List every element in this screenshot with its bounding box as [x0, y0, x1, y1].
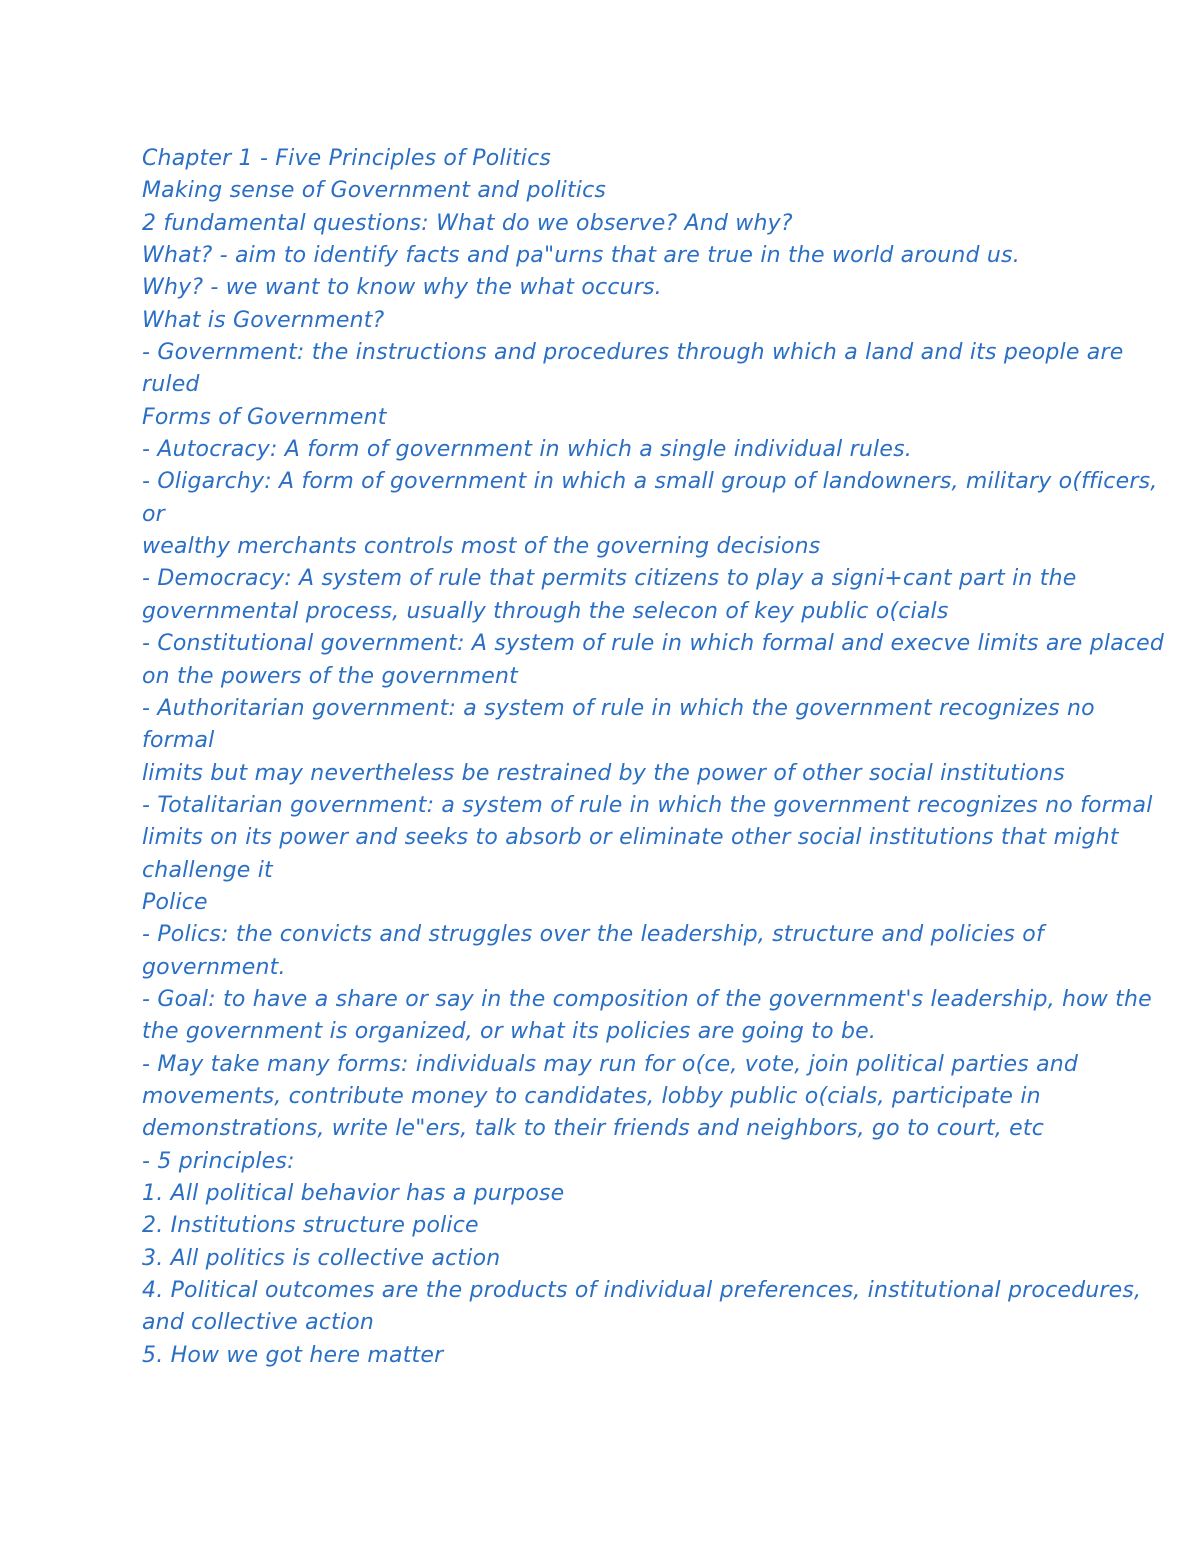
- note-line: - Democracy: A system of rule that permits citizens to play a signi+cant part in the: [142, 566, 1077, 592]
- note-line: - May take many forms: individuals may run for o(ce, vote, join political parties and: [142, 1051, 1079, 1077]
- note-line: government.: [142, 954, 286, 980]
- principle-item: 2. Institutions structure police: [142, 1213, 479, 1239]
- note-line: demonstrations, write le"ers, talk to their friends and neighbors, go to court, etc: [142, 1116, 1045, 1142]
- handwritten-notes: [142, 143, 1165, 1372]
- principle-item: 3. All politics is collective action: [142, 1245, 501, 1271]
- note-line: the government is organized, or what its policies are going to be.: [142, 1019, 877, 1045]
- section-heading: Making sense of Government and politics: [142, 178, 607, 204]
- note-line: - Totalitarian government: a system of rule in which the government recognizes no formal: [142, 792, 1153, 818]
- note-line: - Government: the instructions and procedures through which a land and its people are: [142, 340, 1124, 366]
- note-line: or: [142, 501, 165, 527]
- note-line: Why? - we want to know why the what occurs.: [142, 275, 662, 301]
- note-line: 2 fundamental questions: What do we observe? And why?: [142, 210, 793, 236]
- note-line: limits but may nevertheless be restrained by the power of other social institutions: [142, 760, 1065, 786]
- principle-item: 1. All political behavior has a purpose: [142, 1181, 565, 1206]
- principle-item: 4. Political outcomes are the products of individual preferences, institutional procedures,: [142, 1278, 1142, 1304]
- note-line: formal: [142, 728, 215, 754]
- note-line: on the powers of the government: [142, 663, 518, 689]
- note-line: challenge it: [142, 857, 273, 883]
- principle-item: 5. How we got here matter: [142, 1342, 444, 1368]
- note-line: governmental process, usually through the selecon of key public o(cials: [142, 598, 949, 624]
- section-heading: Police: [142, 889, 208, 915]
- note-line: limits on its power and seeks to absorb or eliminate other social institutions that might: [142, 825, 1119, 851]
- note-line: wealthy merchants controls most of the governing decisions: [142, 534, 821, 560]
- note-line: movements, contribute money to candidates, lobby public o(cials, participate in: [142, 1083, 1041, 1109]
- principle-item: and collective action: [142, 1310, 374, 1336]
- note-line: - Authoritarian government: a system of rule in which the government recognizes no: [142, 695, 1095, 721]
- note-line: - Polics: the convicts and struggles over the leadership, structure and policies of: [142, 922, 1044, 948]
- note-line: ruled: [142, 372, 200, 398]
- note-line: - 5 principles:: [142, 1148, 295, 1174]
- section-heading: Forms of Government: [142, 404, 387, 430]
- note-line: - Autocracy: A form of government in which a single individual rules.: [142, 437, 912, 463]
- note-line: What? - aim to identify facts and pa"urns that are true in the world around us.: [142, 243, 1020, 269]
- section-heading: What is Government?: [142, 307, 385, 333]
- note-line: - Oligarchy: A form of government in which a small group of landowners, military o(fficers,: [142, 469, 1158, 495]
- note-line: - Constitutional government: A system of rule in which formal and execve limits are placed: [142, 631, 1165, 657]
- chapter-title: Chapter 1 - Five Principles of Politics: [142, 146, 552, 171]
- note-line: - Goal: to have a share or say in the composition of the government's leadership, how the: [142, 986, 1152, 1012]
